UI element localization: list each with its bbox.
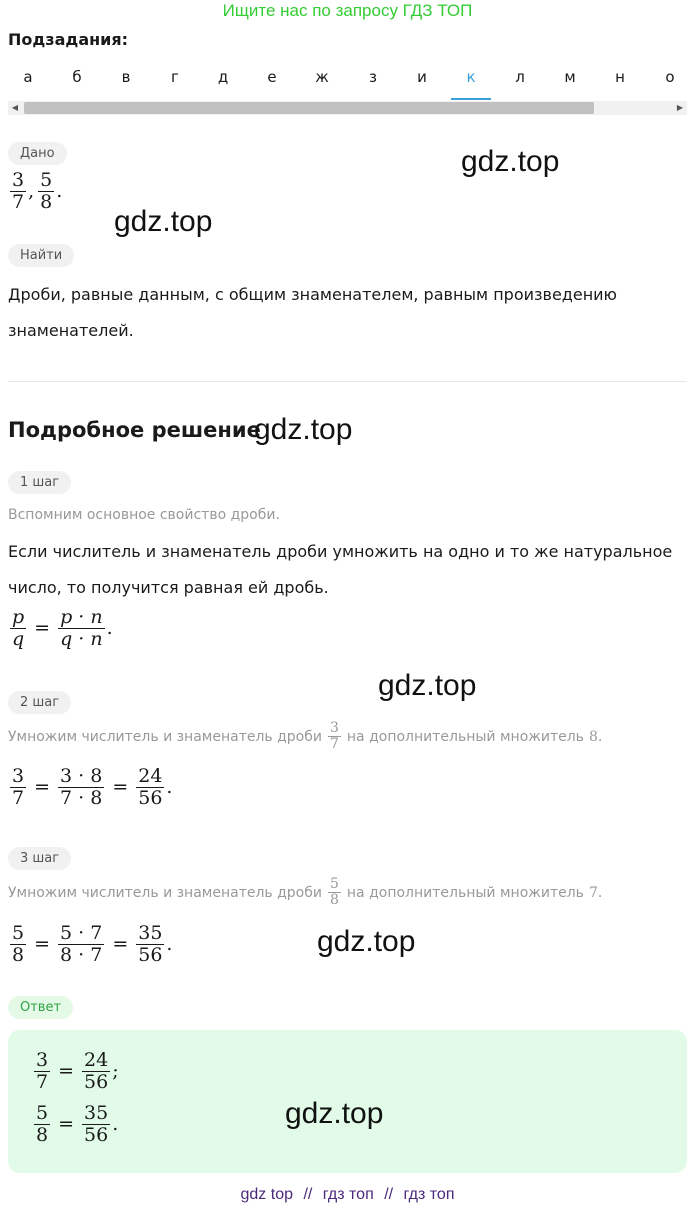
subtask-tab-i[interactable]: и [417,68,427,86]
step2-pill: 2 шаг [8,691,71,714]
find-pill: Найти [8,244,74,267]
footer-separator: // [303,1186,313,1203]
subtask-tab-m[interactable]: м [564,68,576,86]
subtask-tab-d[interactable]: д [217,68,229,86]
horizontal-scrollbar[interactable] [8,101,687,115]
subtask-tab-zh[interactable]: ж [315,68,329,86]
watermark-6: gdz.top [285,1097,384,1130]
scroll-thumb[interactable] [24,102,594,114]
active-tab-indicator [451,98,491,100]
subtask-tab-v[interactable]: в [121,68,131,86]
scroll-right-icon[interactable]: ▶ [676,103,684,112]
section-divider [8,381,687,382]
subtask-tab-k[interactable]: к [466,68,476,86]
subtask-tab-a[interactable]: а [23,68,33,86]
subtasks-label: Подзадания: [8,30,129,49]
step3-pill: 3 шаг [8,847,71,870]
step2-hint: Умножим числитель и знаменатель дроби $\frac{3}{7}$ на дополнительный множитель 8. [8,720,603,753]
given-pill: Дано [8,142,67,165]
watermark-4: gdz.top [378,669,477,702]
watermark-2: gdz.top [114,205,213,238]
watermark-1: gdz.top [461,145,560,178]
find-text-line1: Дроби, равные данным, с общим знаменателем, равным произведению [8,285,618,304]
footer-link-gdz-top-ru-1[interactable]: гдз топ [322,1186,374,1203]
answer-row-1: $\frac{3}{7}$ = $\frac{24}{56}$ ; [36,1049,119,1093]
step1-hint: Вспомним основное свойство дроби. [8,507,280,523]
footer-link-gdz-top-ru-2[interactable]: гдз топ [403,1186,455,1203]
watermark-3: gdz.top [254,413,353,446]
step1-formula: $\frac{p}{q}$ = $\frac{p \cdot n}{q \cdot n}$ . [12,606,113,650]
solution-heading: Подробное решение [8,418,261,442]
step2-formula: $\frac{3}{7}$ = $\frac{3 \cdot 8}{7 \cdot 8}$ = $\frac{24}{56}$ . [12,765,173,809]
subtask-tab-g[interactable]: г [171,68,179,86]
subtask-tab-z[interactable]: з [369,68,377,86]
subtask-tab-b[interactable]: б [72,68,82,86]
subtask-tab-o[interactable]: о [665,68,675,86]
step1-line2: число, то получится равная ей дробь. [8,578,329,597]
subtask-tab-l[interactable]: л [515,68,525,86]
step1-pill: 1 шаг [8,471,71,494]
footer-separator: // [384,1186,394,1203]
search-banner: Ищите нас по запросу ГДЗ ТОП [222,1,473,20]
subtask-letter-tabs [0,68,695,102]
answer-row-2: $\frac{5}{8}$ = $\frac{35}{56}$ . [36,1102,119,1146]
answer-pill: Ответ [8,996,73,1019]
scroll-left-icon[interactable]: ◀ [11,103,19,112]
subtask-tab-n[interactable]: н [615,68,625,86]
footer-links [0,1186,695,1204]
step3-formula: $\frac{5}{8}$ = $\frac{5 \cdot 7}{8 \cdot 7}$ = $\frac{35}{56}$ . [12,922,173,966]
footer-link-gdz-top[interactable]: gdz top [240,1186,293,1203]
watermark-5: gdz.top [317,925,416,958]
step1-line1: Если числитель и знаменатель дроби умножить на одно и то же натуральное [8,542,673,561]
step3-hint: Умножим числитель и знаменатель дроби $\frac{5}{8}$ на дополнительный множитель 7. [8,876,603,909]
subtask-tab-e[interactable]: е [267,68,277,86]
find-text-line2: знаменателей. [8,321,134,340]
given-fractions: $\frac{3}{7}$ , $\frac{5}{8}$ . [12,169,63,213]
